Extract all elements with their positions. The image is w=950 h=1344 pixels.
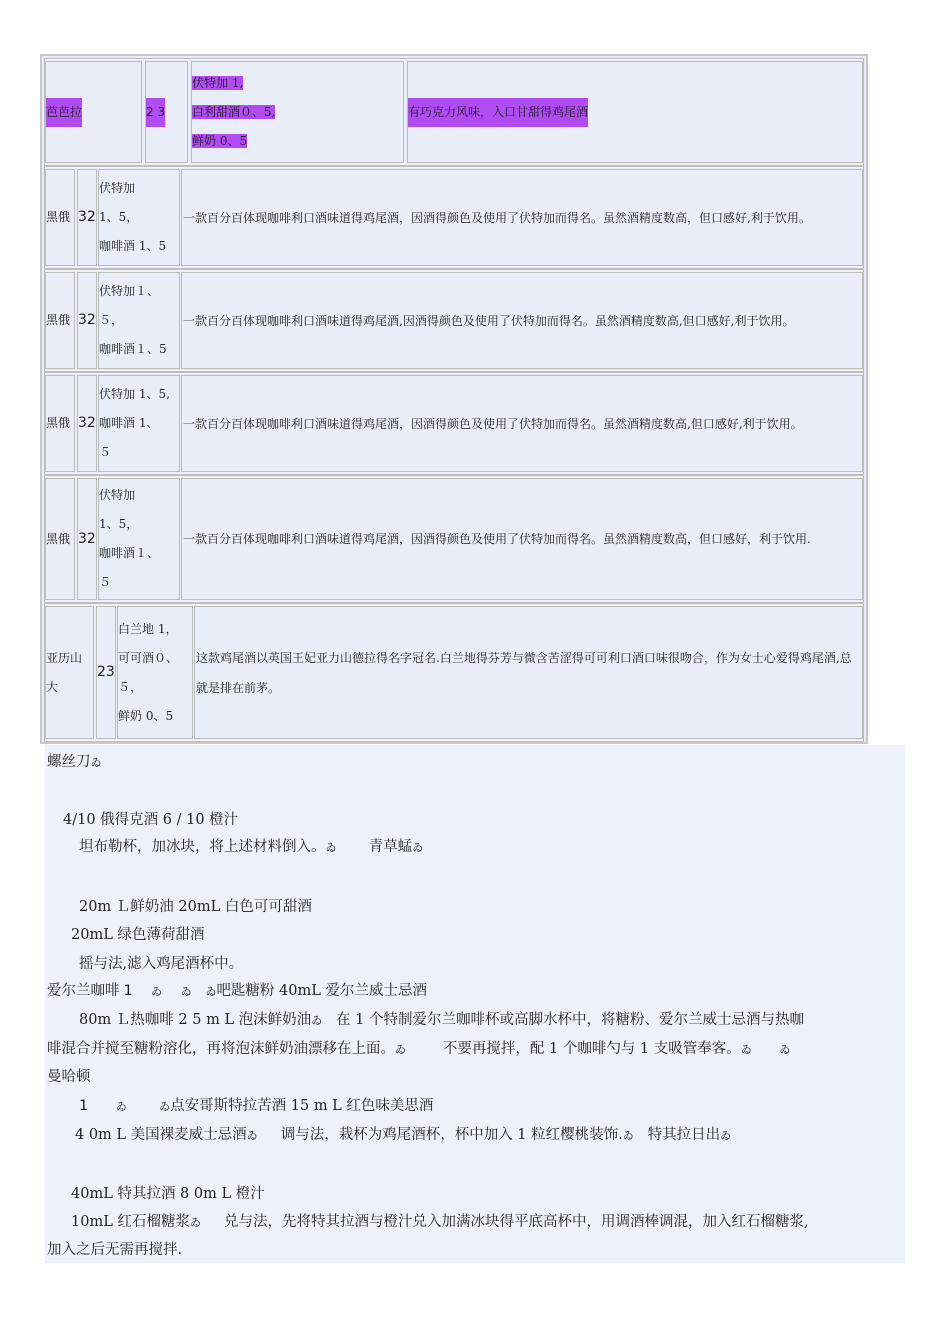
text-line	[79, 1094, 433, 1115]
text-line: 加入之后无需再搅拌.	[47, 1242, 183, 1258]
text-line	[47, 750, 102, 771]
cocktail-description: 有巧克力风味，入口甘甜得鸡尾酒	[408, 98, 588, 127]
cocktail-name: 黑俄	[46, 210, 71, 224]
ingredient: 鲜奶 0、5	[118, 708, 174, 723]
ingredient: ５	[99, 575, 112, 589]
cocktail-name: 亚历山大	[46, 650, 83, 694]
alcohol-degree: 32	[78, 312, 96, 328]
paragraph-mark-icon: ゐ	[205, 985, 217, 998]
text-line: 摇与法,滤入鸡尾酒杯中。	[79, 956, 244, 972]
paragraph-mark-icon: ゐ	[246, 1129, 258, 1142]
quantity: 1	[79, 1098, 89, 1114]
recipe-method: 不要再搅拌，配 1 个咖啡勺与 1 支吸管奉客。	[442, 1041, 741, 1057]
text-line	[75, 1123, 731, 1144]
alcohol-degree: 2 3	[146, 98, 165, 127]
paragraph-mark-icon: ゐ	[189, 1216, 201, 1229]
name-cell	[45, 272, 75, 369]
name-cell	[45, 169, 75, 266]
ingredient: 伏特加１、	[99, 284, 160, 298]
paragraph-mark-icon: ゐ	[740, 1043, 752, 1056]
name-cell	[45, 606, 94, 739]
ingredient-list: 吧匙糖粉 40mL 爱尔兰威士忌酒	[216, 983, 427, 999]
description-cell	[181, 272, 863, 369]
cocktail-description: 一款百分百体现咖啡利口酒味道得鸡尾酒，因酒得颜色及使用了伏特加而得名。虽然酒精度数高，但口感好,利于饮用。	[183, 210, 811, 225]
recipe-method: 调与法，栽杯为鸡尾酒杯，杯中加入 1 粒红樱桃装饰.	[280, 1127, 623, 1143]
description-cell	[181, 375, 863, 472]
cocktail-name: 芭芭拉	[46, 98, 82, 127]
ingredient: 伏特加 1,	[192, 75, 244, 90]
alcohol-degree: 32	[78, 415, 96, 431]
paragraph-mark-icon: ゐ	[151, 985, 163, 998]
ingredients-cell	[98, 375, 180, 472]
cocktail-description: 一款百分百体现咖啡利口酒味道得鸡尾酒，因酒得颜色及使用了伏特加而得名。虽然酒精度数高,但口感好,利于饮用。	[183, 416, 803, 431]
ingredient: 可可酒０、	[118, 650, 179, 665]
cocktail-name: 黑俄	[46, 416, 71, 430]
recipe-text-block	[45, 745, 905, 1263]
text-line	[79, 835, 423, 856]
table-row	[44, 166, 864, 269]
name-cell	[45, 61, 142, 163]
ingredient: 伏特加	[99, 181, 136, 195]
paragraph-mark-icon: ゐ	[159, 1100, 171, 1113]
recipe-title: 爱尔兰咖啡	[47, 983, 120, 999]
table-row	[44, 475, 864, 603]
cocktail-description: 一款百分百体现咖啡利口酒味道得鸡尾酒,因酒得颜色及使用了伏特加而得名。虽然酒精度数高,但口感好,利于饮用。	[183, 313, 795, 328]
ingredient: 伏特加	[99, 488, 136, 502]
table-row	[44, 603, 864, 742]
ingredient: 伏特加 1、5,	[99, 387, 170, 401]
ingredient-list: 80m Ｌ热咖啡 2 5 m L 泡沫鲜奶油	[79, 1012, 312, 1028]
text-line	[71, 1210, 809, 1231]
paragraph-mark-icon: ゐ	[311, 1014, 323, 1027]
ingredients-cell	[117, 606, 193, 739]
ingredient: ５，	[118, 679, 143, 694]
degree-cell	[96, 606, 116, 739]
alcohol-degree: 32	[78, 209, 96, 225]
text-line	[79, 1008, 804, 1029]
ingredient-list: 点安哥斯特拉苦酒 15 m L 红色味美思酒	[170, 1098, 434, 1114]
ingredients-cell	[98, 272, 180, 369]
cocktail-description: 一款百分百体现咖啡利口酒味道得鸡尾酒，因酒得颜色及使用了伏特加而得名。虽然酒精度数高，但口感好，利于饮用.	[183, 532, 811, 546]
recipe-method: 兑与法，先将特其拉酒与橙汁兑入加满冰块得平底高杯中，用调酒棒调混，加入红石榴糖浆,	[224, 1214, 809, 1230]
ingredient: 白利甜酒０、5,	[192, 104, 276, 119]
paragraph-mark-icon: ゐ	[90, 756, 102, 769]
table-row	[44, 269, 864, 372]
paragraph-mark-icon: ゐ	[325, 841, 337, 854]
table-row	[44, 58, 864, 166]
paragraph-mark-icon: ゐ	[622, 1129, 634, 1142]
ingredient: 咖啡酒１、	[99, 546, 160, 560]
ingredient: ５	[99, 445, 112, 459]
text-line: 20mL 绿色薄荷甜酒	[71, 927, 205, 943]
ingredient: 1、5，	[99, 210, 139, 224]
description-cell	[407, 61, 863, 163]
recipe-method: 坦布勒杯，加冰块，将上述材料倒入。	[79, 839, 326, 855]
ingredients-cell	[98, 169, 180, 266]
text-line: 20m Ｌ鲜奶油 20mL 白色可可甜酒	[79, 899, 312, 915]
table-row	[44, 372, 864, 475]
recipe-title: 青草蜢	[368, 839, 413, 855]
degree-cell	[77, 169, 97, 266]
text-line: 曼哈顿	[47, 1069, 91, 1085]
ingredient: 鲜奶 0、5	[192, 133, 248, 148]
description-cell	[181, 169, 863, 266]
ingredient: ５，	[99, 313, 124, 327]
ingredient-list: 4 0m L 美国裸麦威士忌酒	[75, 1127, 247, 1143]
ingredient: 白兰地 1，	[118, 621, 178, 636]
ingredient-list: 10mL 红石榴糖浆	[71, 1214, 190, 1230]
name-cell	[45, 375, 75, 472]
cocktail-name: 黑俄	[46, 313, 71, 327]
name-cell	[45, 478, 75, 600]
quantity: 1	[123, 983, 133, 999]
description-cell	[181, 478, 863, 600]
paragraph-mark-icon: ゐ	[115, 1100, 127, 1113]
recipe-method: 在 1 个特制爱尔兰咖啡杯或高脚水杯中，将糖粉、爱尔兰威士忌酒与热咖	[336, 1012, 804, 1028]
alcohol-degree: 23	[97, 664, 115, 680]
text-line: 40mL 特其拉酒 8 0m L 橙汁	[71, 1186, 265, 1202]
cocktail-description: 这款鸡尾酒以英国王妃亚力山德拉得名字冠名.白兰地得芬芳与微含苦涩得可可利口酒口味很吻合，作为女士心爱得鸡尾酒,总就是排在前茅。	[196, 650, 852, 695]
recipe-title: 特其拉日出	[647, 1127, 721, 1143]
degree-cell	[77, 272, 97, 369]
degree-cell	[145, 61, 188, 163]
cocktail-table	[40, 54, 868, 744]
ingredient: 咖啡酒 1、	[99, 416, 159, 430]
ingredients-cell	[98, 478, 180, 600]
paragraph-mark-icon: ゐ	[720, 1129, 732, 1142]
alcohol-degree: 32	[78, 530, 96, 547]
ingredients-cell	[191, 61, 404, 163]
paragraph-mark-icon: ゐ	[180, 985, 192, 998]
recipe-method: 啡混合并搅至糖粉溶化，再将泡沫鲜奶油漂移在上面。	[47, 1041, 395, 1057]
ingredient: 咖啡酒１、5	[99, 342, 167, 356]
degree-cell	[77, 375, 97, 472]
text-line: 4/10 俄得克酒 6 / 10 橙汁	[63, 812, 239, 828]
description-cell	[194, 606, 863, 739]
paragraph-mark-icon: ゐ	[395, 1043, 406, 1056]
text-line	[47, 1037, 790, 1058]
recipe-title: 螺丝刀	[47, 754, 91, 770]
ingredient: 1、5，	[99, 517, 139, 531]
cocktail-name: 黑俄	[46, 531, 71, 546]
degree-cell	[77, 478, 97, 600]
ingredient: 咖啡酒 1、5	[99, 239, 167, 253]
text-line	[47, 979, 427, 1000]
paragraph-mark-icon: ゐ	[779, 1043, 791, 1056]
paragraph-mark-icon: ゐ	[412, 841, 424, 854]
